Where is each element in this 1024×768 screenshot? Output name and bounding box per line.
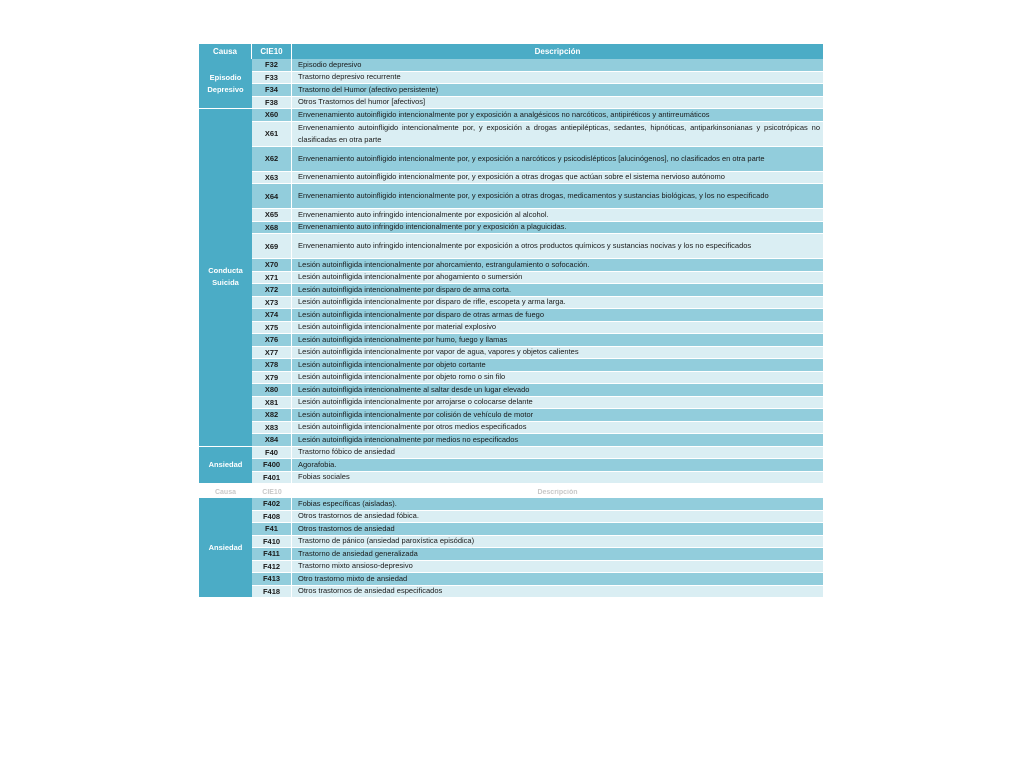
icd-description: Otros Trastornos del humor [afectivos]	[298, 97, 426, 107]
icd-description: Envenenamiento autoinfligido intencionalmente por, y exposición a drogas antiepilépticas, sedantes, hipnóticas, antiparkinsonianas y psicotrópicas no clasificadas en otra parte	[298, 122, 820, 144]
icd-code: F410	[252, 536, 292, 548]
icd-code: F413	[252, 573, 292, 585]
table-row	[252, 586, 823, 599]
icd-code: X60	[252, 109, 292, 121]
icd-description: Lesión autoinfligida intencionalmente por objeto cortante	[298, 359, 486, 369]
cause-label: Episodio Depresivo	[199, 59, 252, 109]
header-causa: Causa	[199, 44, 252, 59]
icd-code: X65	[252, 209, 292, 221]
table-row	[252, 222, 823, 235]
table-row	[252, 259, 823, 272]
icd-code: X77	[252, 347, 292, 359]
icd-code: X72	[252, 284, 292, 296]
cause-column	[199, 59, 252, 484]
table-row	[252, 498, 823, 511]
table-row	[252, 97, 823, 110]
table-row	[252, 84, 823, 97]
table-row	[252, 573, 823, 586]
icd-code: X70	[252, 259, 292, 271]
icd-code: F41	[252, 523, 292, 535]
ghost-header-descripcion: Descripción	[537, 489, 578, 496]
table-row	[252, 548, 823, 561]
table-row	[252, 334, 823, 347]
table-row	[252, 347, 823, 360]
icd-code: F412	[252, 561, 292, 573]
icd10-table	[199, 44, 823, 484]
cause-label: Conducta Suicida	[199, 109, 252, 447]
icd-description: Trastorno de ansiedad generalizada	[298, 548, 418, 558]
icd-description: Agorafobia.	[298, 459, 337, 469]
table-row	[252, 447, 823, 460]
icd-description: Trastorno fóbico de ansiedad	[298, 447, 395, 457]
icd-description: Lesión autoinfligida intencionalmente por ahorcamiento, estrangulamiento o sofocación.	[298, 259, 590, 269]
header-descripcion: Descripción	[534, 47, 581, 56]
table-body-continued	[199, 498, 823, 598]
cause-label: Ansiedad	[199, 498, 252, 598]
table-row	[252, 434, 823, 447]
ghost-header-cie10: CIE10	[262, 489, 282, 496]
icd-description: Envenenamiento autoinfligido intencionalmente por y exposición a analgésicos no narcóticos, antipiréticos y antirreumáticos	[298, 109, 710, 119]
icd-code: F32	[252, 59, 292, 71]
icd-description: Envenenamiento auto infringido intencionalmente por y exposición a plaguicidas.	[298, 222, 567, 232]
icd-code: F411	[252, 548, 292, 560]
icd-code: X74	[252, 309, 292, 321]
icd-code: F38	[252, 97, 292, 109]
icd-description: Lesión autoinfligida intencionalmente al saltar desde un lugar elevado	[298, 384, 530, 394]
header-cie10: CIE10	[252, 44, 292, 59]
table-row	[252, 309, 823, 322]
icd-code: F34	[252, 84, 292, 96]
icd-description: Lesión autoinfligida intencionalmente por medios no especificados	[298, 434, 519, 444]
table-row	[252, 109, 823, 122]
icd-description: Lesión autoinfligida intencionalmente por disparo de otras armas de fuego	[298, 309, 544, 319]
rows-column	[252, 498, 823, 598]
icd-code: X78	[252, 359, 292, 371]
icd-description: Otros trastornos de ansiedad fóbica.	[298, 511, 419, 521]
table-row	[252, 459, 823, 472]
ghost-header	[199, 489, 823, 498]
icd-description: Lesión autoinfligida intencionalmente por arrojarse o colocarse delante	[298, 397, 533, 407]
table-row	[252, 523, 823, 536]
icd-code: X73	[252, 297, 292, 309]
table-row	[252, 422, 823, 435]
table-row	[252, 372, 823, 385]
table-row	[252, 472, 823, 485]
cause-column	[199, 498, 252, 598]
table-row	[252, 284, 823, 297]
icd-description: Lesión autoinfligida intencionalmente por disparo de arma corta.	[298, 284, 512, 294]
icd-description: Trastorno mixto ansioso-depresivo	[298, 561, 413, 571]
icd-description: Envenenamiento autoinfligido intencionalmente por, y exposición a otras drogas que actúan sobre el sistema nervioso autónomo	[298, 172, 725, 182]
rows-column	[252, 59, 823, 484]
ghost-header-causa: Causa	[214, 489, 236, 496]
icd-description: Lesión autoinfligida intencionalmente por vapor de agua, vapores y objetos calientes	[298, 347, 579, 357]
icd-code: X61	[252, 122, 292, 146]
table-body	[199, 59, 823, 484]
icd-code: F418	[252, 586, 292, 598]
icd-code: F40	[252, 447, 292, 459]
icd-code: X84	[252, 434, 292, 446]
icd-code: X79	[252, 372, 292, 384]
icd-description: Otro trastorno mixto de ansiedad	[298, 573, 408, 583]
table-row	[252, 297, 823, 310]
icd-code: X62	[252, 147, 292, 171]
icd-code: X71	[252, 272, 292, 284]
icd-description: Lesión autoinfligida intencionalmente por material explosivo	[298, 322, 497, 332]
icd-description: Fobias específicas (aisladas).	[298, 498, 397, 508]
icd-description: Trastorno de pánico (ansiedad paroxística episódica)	[298, 536, 475, 546]
icd-code: X64	[252, 184, 292, 208]
icd-code: X82	[252, 409, 292, 421]
cause-label: Ansiedad	[199, 447, 252, 485]
icd-description: Lesión autoinfligida intencionalmente por otros medios especificados	[298, 422, 527, 432]
icd-description: Envenenamiento autoinfligido intencionalmente por, y exposición a otras drogas, medicamentos y sustancias biológicas, y los no especificado	[298, 191, 769, 200]
table-row	[252, 72, 823, 85]
icd-description: Lesión autoinfligida intencionalmente por humo, fuego y llamas	[298, 334, 508, 344]
icd-description: Fobias sociales	[298, 472, 350, 482]
icd-code: X80	[252, 384, 292, 396]
icd-code: X75	[252, 322, 292, 334]
table-row	[252, 409, 823, 422]
table-row	[252, 561, 823, 574]
icd-code: F408	[252, 511, 292, 523]
icd-code: X63	[252, 172, 292, 184]
icd-code: X69	[252, 234, 292, 258]
icd-description: Lesión autoinfligida intencionalmente por disparo de rifle, escopeta y arma larga.	[298, 297, 566, 307]
icd-description: Otros trastornos de ansiedad	[298, 523, 395, 533]
icd-description: Lesión autoinfligida intencionalmente por colisión de vehículo de motor	[298, 409, 534, 419]
icd-code: X81	[252, 397, 292, 409]
icd-code: F33	[252, 72, 292, 84]
table-header	[199, 44, 823, 59]
table-row	[252, 122, 823, 147]
table-row	[252, 536, 823, 549]
icd-code: X68	[252, 222, 292, 234]
icd-code: F400	[252, 459, 292, 471]
table-row	[252, 147, 823, 172]
table-row	[252, 511, 823, 524]
icd-description: Trastorno del Humor (afectivo persistente)	[298, 84, 439, 94]
icd-description: Otros trastornos de ansiedad especificados	[298, 586, 443, 596]
table-row	[252, 172, 823, 185]
table-row	[252, 359, 823, 372]
table-row	[252, 59, 823, 72]
icd-code: X76	[252, 334, 292, 346]
table-row	[252, 234, 823, 259]
table-row	[252, 397, 823, 410]
icd-description: Envenenamiento auto infringido intencionalmente por exposición al alcohol.	[298, 209, 549, 219]
icd-description: Lesión autoinfligida intencionalmente por objeto romo o sin filo	[298, 372, 506, 382]
icd-code: F401	[252, 472, 292, 484]
icd-code: X83	[252, 422, 292, 434]
icd-description: Episodio depresivo	[298, 59, 362, 69]
icd-code: F402	[252, 498, 292, 510]
table-row	[252, 322, 823, 335]
table-row	[252, 184, 823, 209]
table-row	[252, 209, 823, 222]
icd-description: Trastorno depresivo recurrente	[298, 72, 401, 82]
icd-description: Envenenamiento auto infringido intencionalmente por exposición a otros productos químicos y sustancias nocivas y los no especificados	[298, 241, 752, 250]
icd-description: Envenenamiento autoinfligido intencionalmente por, y exposición a narcóticos y psicodislépticos [alucinógenos], no clasificados en otra parte	[298, 153, 765, 163]
icd-description: Lesión autoinfligida intencionalmente por ahogamiento o sumersión	[298, 272, 523, 282]
icd10-table-continued	[199, 498, 823, 598]
table-row	[252, 384, 823, 397]
table-row	[252, 272, 823, 285]
